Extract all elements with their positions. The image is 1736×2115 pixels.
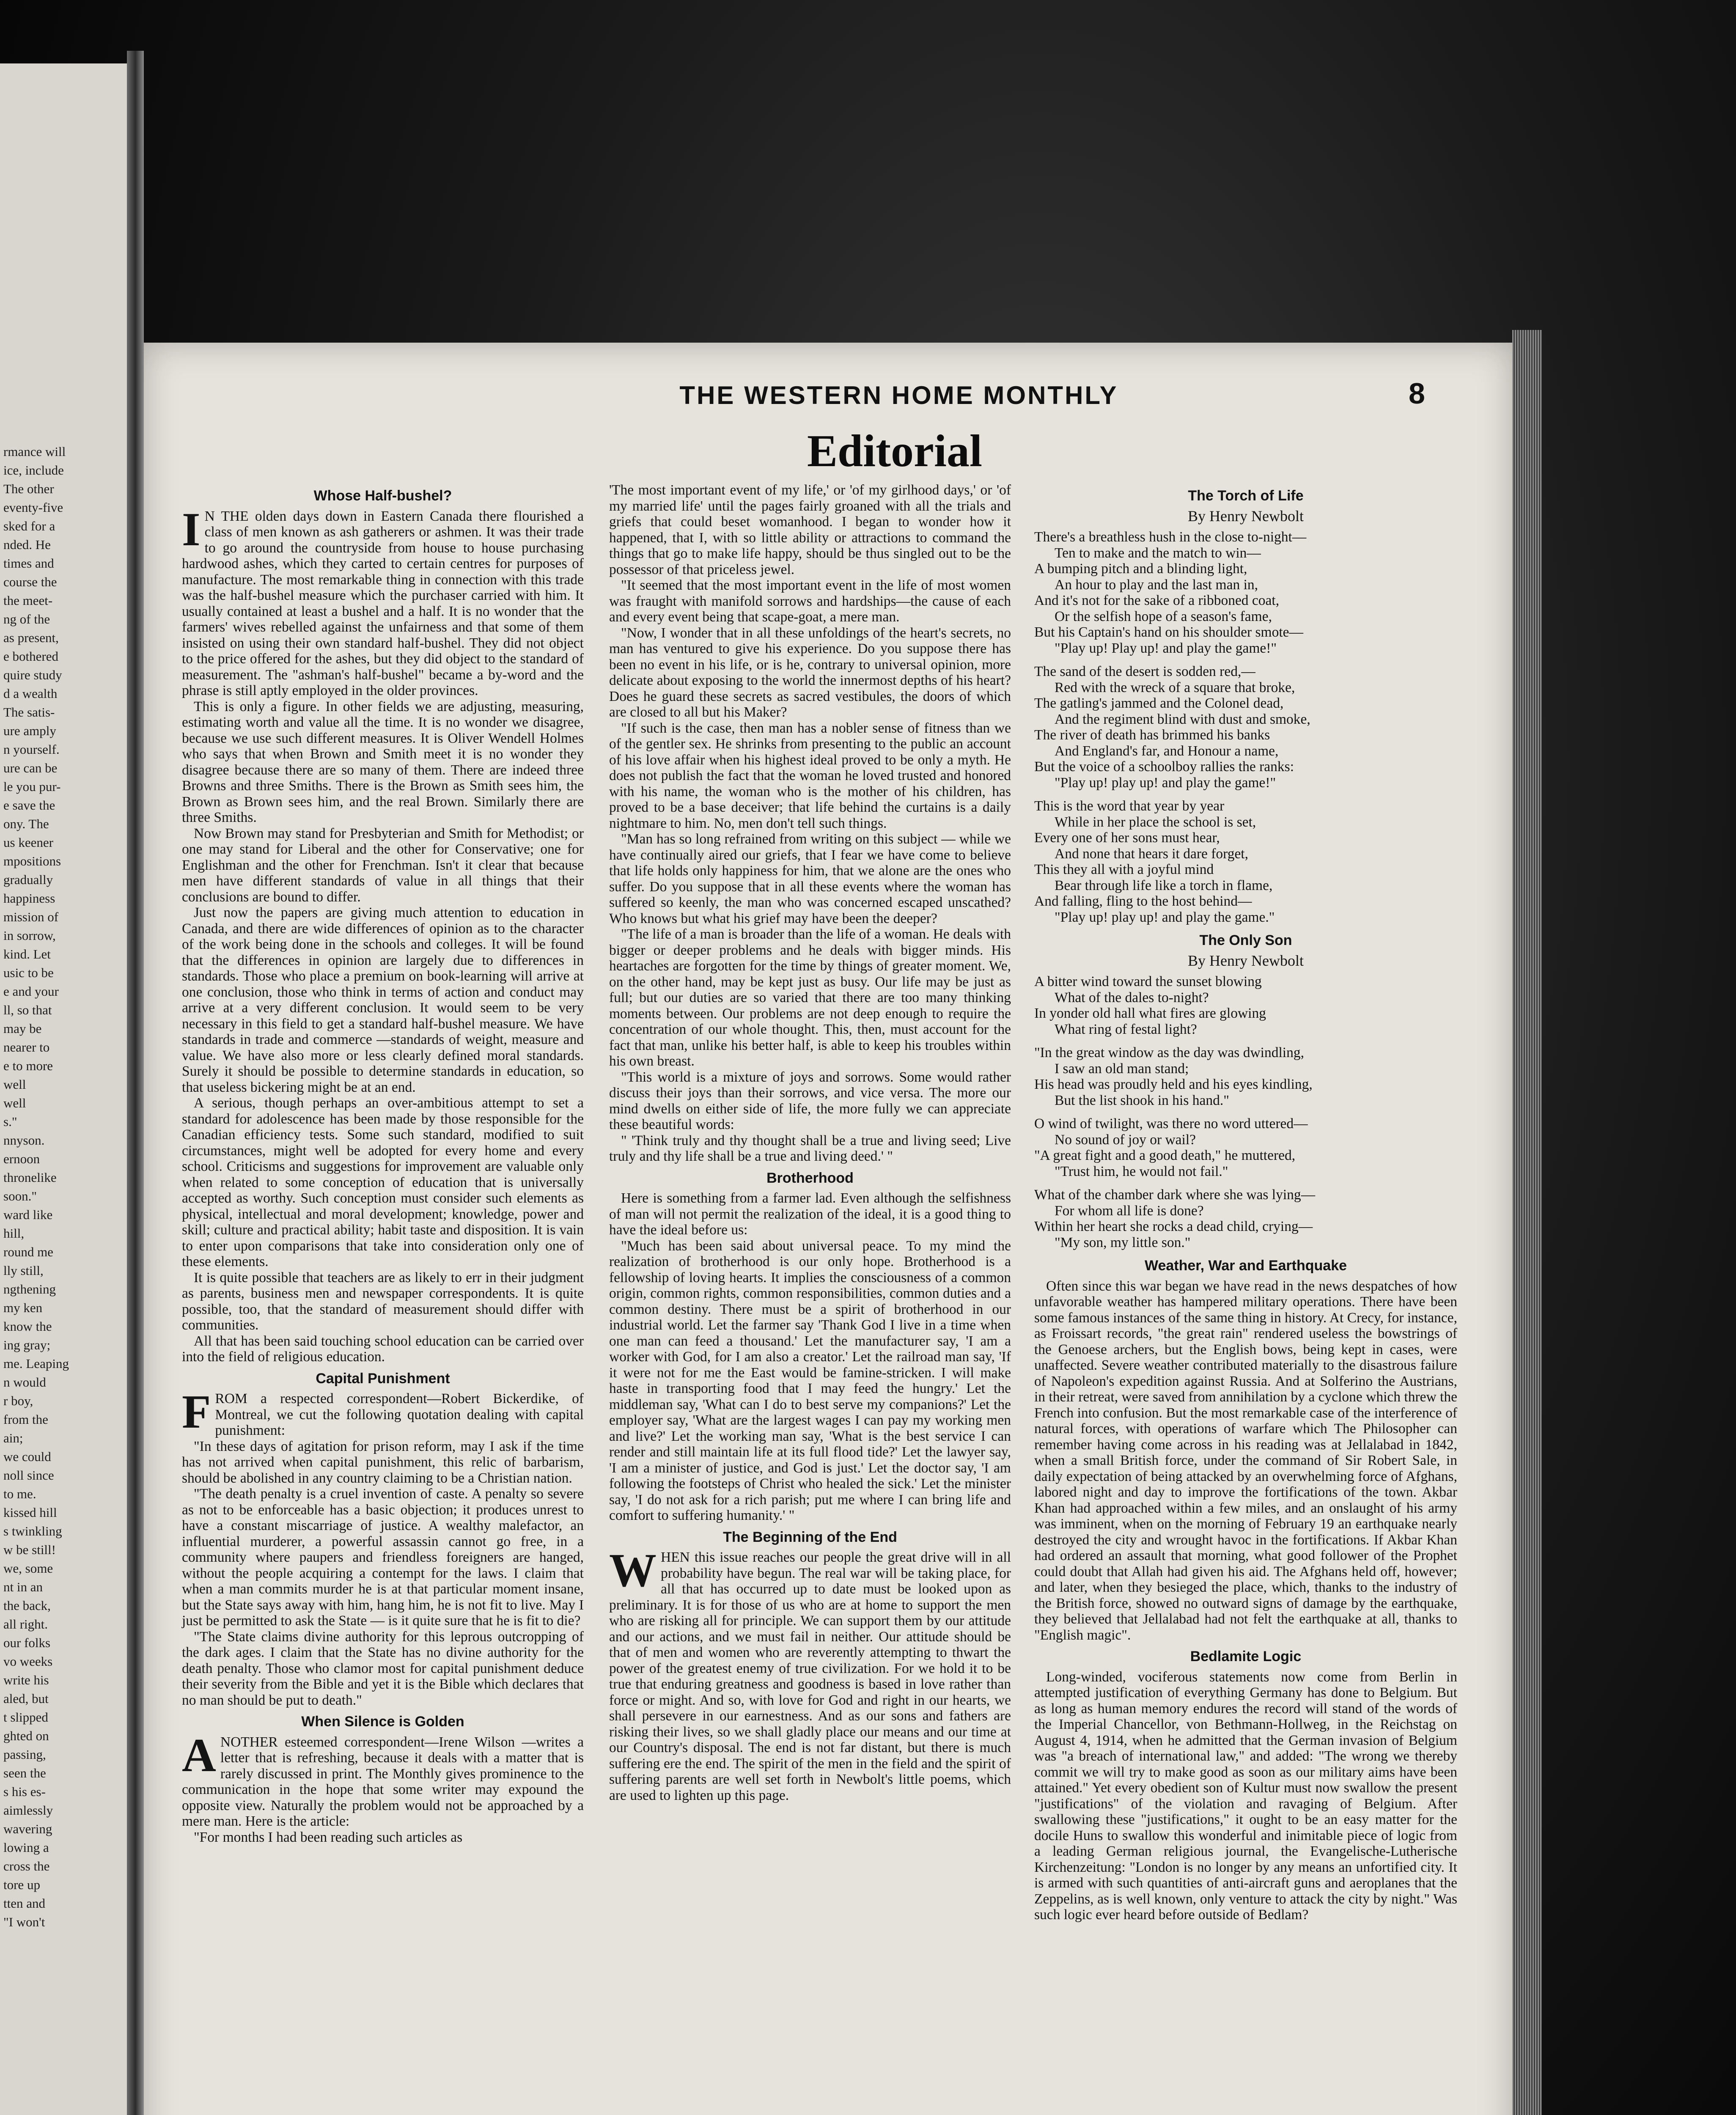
left-page-text-fragment: well [3,1077,26,1092]
left-page-text-fragment: w be still! [3,1542,56,1557]
poem-line: The sand of the desert is sodden red,— [1034,664,1255,679]
poem-line: But the list shook in his hand." [1055,1092,1229,1108]
left-page-text-fragment: tore up [3,1877,40,1892]
left-page-text-fragment: e to more [3,1058,53,1073]
article-title-brotherhood: Brotherhood [766,1170,854,1186]
poem-byline: By Henry Newbolt [1188,507,1304,525]
left-page-text-fragment: my ken [3,1300,43,1315]
poem-line: And it's not for the sake of a ribboned coat, [1034,593,1280,608]
article-title-bedlamite-logic: Bedlamite Logic [1190,1648,1302,1665]
left-page-text-fragment: kissed hill [3,1505,57,1520]
poem-stanza [1034,664,1457,791]
article-paragraph: "Man has so long refrained from writing on this subject — while we have continually aired our griefs, that I fear we have come to believe that life holds only happiness for him, that we alone are the ones who suffer. Do you suppose that in all these events where the woman has suffered so keenly, the man who was concerned escaped unscathed? Who knows but what his grief may have been the deeper? [609,831,1011,926]
article-paragraph: "The death penalty is a cruel invention of caste. A penalty so severe as not to be enforceable has a basic objection; it produces unrest to have a constant miscarriage of justice. A wealthy malefactor, an influential murderer, a powerful assassin cannot go free, in a community where paupers and friendless foreigners are hanged, without the people acquiring a contempt for the laws. I claim that when a man commits murder he is at that particular moment insane, but the State says away with him, hang him, he is not fit to live. May I just be permitted to ask the State — is it quite sure that he is fit to die? [182,1486,584,1629]
left-page-text-fragment: nded. He [3,537,51,552]
poem-byline: By Henry Newbolt [1188,952,1304,969]
magazine-page [144,343,1512,2115]
poem-line: A bitter wind toward the sunset blowing [1034,974,1262,989]
article-paragraph: WHEN this issue reaches our people the great drive will in all probability have begun. The real war will be taking place, for all that has occurred up to date must be looked upon as preliminary. It is for those of us who are at home to support the men who are risking all for principle. We can support them by our attitude and our actions, and we must fail in neither. Our attitude should be that of men and women who are reverently attempting to thwart the power of the greatest enemy of true civilization. For we hold it to be true that enduring greatness and goodness is based in love rather than force or might. And so, with love for God and right in our hearts, we shall persevere in our earnestness. And as our sons and fathers are risking their lives, so we shall gladly place our means and our time at our Country's disposal. The end is not far distant, but there is much suffering ere the end. The spirit of the men in the field and the spirit of suffering parents are well set forth in Newbolt's little poems, which are used to lighten up this page. [609,1544,1011,1803]
left-page-text-fragment: ernoon [3,1151,40,1166]
poem-stanza [1034,798,1457,925]
poem-line: Or the selfish hope of a season's fame, [1055,608,1272,624]
poem-line: Red with the wreck of a square that broke, [1055,679,1295,695]
left-page-text-fragment: kind. Let [3,947,51,961]
left-page-text-fragment: wavering [3,1821,52,1836]
article-paragraph: This is only a figure. In other fields we are adjusting, measuring, estimating worth and value all the time. It is no wonder we disagree, because we use such different measures. It is Oliver Wendell Holmes who says that when Brown and Smith meet it is no wonder they disagree because there are so many of them. There are indeed three Browns and three Smiths. There is the Brown as Smith sees him, the Brown as Brown sees him, and the real Brown. Similarly there are three Smiths. [182,698,584,825]
left-page-text-fragment: d a wealth [3,686,58,701]
left-page-text-fragment: well [3,1096,26,1110]
poem-stanza [1034,974,1457,1037]
poem-line: "Trust him, he would not fail." [1055,1163,1228,1179]
left-page-text-fragment: ice, include [3,463,64,478]
article-paragraph: 'The most important event of my life,' or 'of my girlhood days,' or 'of my married life' until the pages fairly groaned with all the trials and griefs that could beset womanhood. I began to wonder how it happened, that I, with so little ability or attractions to command the things that go to make life happy, should be thus singled out to be the possessor of that priceless jewel. [609,482,1011,577]
article-title-weather-war-earthquake: Weather, War and Earthquake [1144,1258,1347,1274]
left-page-text-fragment: we, some [3,1561,53,1576]
poem-line: His head was proudly held and his eyes kindling, [1034,1077,1313,1092]
poem-line: Ten to make and the match to win— [1055,545,1261,561]
left-page-text-fragment: ure can be [3,761,58,775]
left-page-text-fragment: r boy, [3,1393,33,1408]
poem-stanza [1034,1116,1457,1179]
article-title-beginning-of-end: The Beginning of the End [723,1529,897,1545]
left-page-text-fragment: me. Leaping [3,1356,69,1371]
article-paragraph: Here is something from a farmer lad. Even although the selfishness of man will not permit the realization of the ideal, it is a good thing to have the ideal before us: [609,1190,1011,1238]
left-page-text-fragment: ing gray; [3,1338,51,1352]
left-page-text-fragment: may be [3,1021,42,1036]
article-paragraph: "The State claims divine authority for this leprous outcropping of the dark ages. I claim that the State has no divine authority for the death penalty. Those who clamor most for capital punishment deduce their severity from the Bible and yet it is the Bible which declares that no man should be put to death." [182,1629,584,1708]
left-page-text-fragment: seen the [3,1766,46,1780]
left-page-text-fragment: The satis- [3,705,55,720]
poem-line: And England's far, and Honour a name, [1055,743,1279,759]
article-paragraph: Often since this war began we have read in the news despatches of how unfavorable weather has hampered military operations. There have been some famous instances of the same thing in history. At Crecy, for instance, as Froissart records, "the great rain" rendered useless the bowstrings of the Genoese archers, but the English bows, being kept in cases, were unaffected. Severe weather contributed materially to the disastrous failure of Napoleon's expedition against Russia. And at Solferino the Austrians, in their retreat, were saved from annihilation by a cyclone which threw the French into confusion. But the most remarkable case of the interference of natural forces, with operations of warfare which The Philosopher can remember having come across in his reading was at Jellalabad in 1842, when a small British force, under the command of Sir Robert Sale, in daily expectation of being attacked by an overwhelming force of Afghans, labored night and day to improve the fortifications of the town. Akbar Khan had approached within a few miles, and an onslaught of his army was imminent, when on the morning of February 19 an earthquake nearly destroyed the city and wrought havoc in the fortifications. If Akbar Khan had ordered an assault that morning, what good follower of the Prophet could doubt that Allah had given his aid. The Afghans held off, however; and later, when they besieged the place, which, thanks to the industry of the British force, showed no outward signs of damage by the earthquake, they believed that Jellalabad had not felt the earthquake at all, thanks to "English magic". [1034,1278,1457,1643]
article-paragraph: "If such is the case, then man has a nobler sense of fitness than we of the gentler sex. He shrinks from presenting to the public an account of his love affair when his highest ideal proved to be only a myth. He does not publish the fact that the woman he loved trusted and honored with his name, the woman who is the mother of his children, has proved to be a base deceiver; that life behind the curtains is a daily nightmare to him. No, men don't tell such things. [609,720,1011,831]
left-page-text-fragment: the meet- [3,593,53,608]
left-page-text-fragment: s his es- [3,1784,46,1799]
left-page-text-fragment: usic to be [3,965,54,980]
left-page-text-fragment: round me [3,1244,53,1259]
left-page-text-fragment: in sorrow, [3,928,56,943]
poem-line: "Play up! play up! and play the game!" [1055,775,1276,791]
article-title-silence: When Silence is Golden [301,1714,464,1730]
left-page-text-fragment: ure amply [3,723,56,738]
column-2 [609,482,1011,1803]
poem-line: What of the chamber dark where she was lying— [1034,1187,1316,1203]
article-paragraph: Long-winded, vociferous statements now come from Berlin in attempted justification of everything Germany has done to Belgium. But as long as human memory endures the record will stand of the words of the Imperial Chancellor, von Bethmann-Hollweg, in the Reichstag on August 4, 1914, when he admitted that the German invasion of Belgium was "a breach of international law," and added: "The wrong we thereby commit we will try to make good as soon as our military aims have been attained." Yet every obedient son of Kultur must now swallow the present "justifications" of the violation and ravaging of Belgium. After swallowing these "justifications," it ought to be an easy matter for the docile Huns to swallow this wonderful and inimitable piece of logic from a leading German religious journal, the Evangelische-Lutherische Kirchenzeitung: "London is no longer by any means an unfortified city. It is armed with such quantities of anti-aircraft guns and aeroplanes that the Zeppelins, as is well known, only venture to attack the city by night." Was such logic ever heard before outside of Bedlam? [1034,1669,1457,1923]
book-gutter [127,51,144,2115]
left-page-text-fragment: n yourself. [3,742,60,757]
left-page-text-fragment: sked for a [3,519,55,533]
left-page-text-fragment: from the [3,1412,48,1427]
poem-line: "Play up! play up! and play the game." [1055,909,1275,925]
poem-line: "My son, my little son." [1055,1234,1191,1250]
left-page-text-fragment: lly still, [3,1263,44,1278]
poem-line: Within her heart she rocks a dead child, crying— [1034,1219,1313,1234]
page-number: 8 [1409,377,1425,410]
article-paragraph: ANOTHER esteemed correspondent—Irene Wilson —writes a letter that is refreshing, because it deals with a matter that is rarely discussed in print. The Monthly gives prominence to the communication in the hope that some writer may expound the opposite view. Naturally the problem would not be approached by a mere man. Here is the article: [182,1729,584,1829]
poem-line: In yonder old hall what fires are glowing [1034,1005,1266,1021]
left-page-text-fragment: thronelike [3,1170,57,1185]
left-page-text-fragment: gradually [3,872,53,887]
left-page-text-fragment: we could [3,1449,51,1464]
left-page-text-fragment: e save the [3,798,55,813]
left-page-text-fragment: course the [3,574,57,589]
left-page-text-fragment: rmance will [3,444,66,459]
section-title: Editorial [807,426,983,476]
left-page-text-fragment: e and your [3,984,59,999]
poem-stanza [1034,1187,1457,1250]
left-page-text-fragment: noll since [3,1468,54,1483]
poem-line: While in her place the school is set, [1055,814,1256,830]
left-page-text-fragment: s twinkling [3,1524,62,1538]
left-page-text-fragment: nearer to [3,1040,50,1055]
poem-stanza [1034,529,1457,656]
left-page-text-fragment: n would [3,1375,46,1390]
left-page-text-fragment: lowing a [3,1840,49,1855]
poem-line: No sound of joy or wail? [1055,1132,1196,1148]
left-page-text-fragment: the back, [3,1598,51,1613]
left-page-text-fragment: ward like [3,1207,53,1222]
left-page-text-fragment: "I won't [3,1914,45,1929]
poem-line: "A great fight and a good death," he muttered, [1034,1148,1296,1163]
left-page-text-fragment: t slipped [3,1710,48,1725]
left-page-text-fragment: ghted on [3,1728,49,1743]
left-page-text-fragment: s." [3,1114,17,1129]
left-page-text-fragment: mission of [3,909,59,924]
poem-line: There's a breathless hush in the close to-night— [1034,529,1307,545]
left-page-text-fragment: tten and [3,1896,45,1911]
left-page-text-fragment: our folks [3,1635,51,1650]
article-paragraph: Now Brown may stand for Presbyterian and Smith for Methodist; or one may stand for Liberal and the other for Conservative; one for Englishman and the other for Frenchman. Isn't it clear that because men have different standards of value in all things that their conclusions are bound to differ. [182,825,584,905]
article-title-half-bushel: Whose Half-bushel? [313,488,452,504]
article-paragraph: All that has been said touching school education can be carried over into the field of religious education. [182,1333,584,1365]
poem-line: And falling, fling to the host behind— [1034,893,1252,909]
article-paragraph: "For months I had been reading such articles as [194,1829,463,1845]
quoted-verse: " 'Think truly and thy thought shall be a true and living seed; Live truly and thy life shall be a true and living deed.' " [609,1132,1011,1164]
poem-line: For whom all life is done? [1055,1203,1204,1219]
left-page-text-fragment: aled, but [3,1691,49,1706]
article-paragraph: "Now, I wonder that in all these unfoldings of the heart's secrets, no man has ventured to give his experience. Do you suppose there has been no event in his life, or is he, contrary to universal opinion, more delicate about exposing to the world the innermost depths of his heart? Does he guard these secrets as sacred vestibules, the doors of which are closed to all but his Maker? [609,625,1011,720]
left-page-text-fragment: ain; [3,1431,23,1445]
left-page-text-fragment: le you pur- [3,779,61,794]
left-page-text-fragment: nnyson. [3,1133,45,1148]
left-page-text-fragment: quire study [3,667,62,682]
left-page-text-fragment: know the [3,1319,52,1334]
poem-title-torch-of-life: The Torch of Life [1188,488,1304,504]
left-page-text-fragment: e bothered [3,649,58,664]
left-page-text-fragment: to me. [3,1486,36,1501]
left-page-text-fragment: all right. [3,1617,48,1632]
poem-line: This they all with a joyful mind [1034,862,1214,877]
left-page-text-fragment: times and [3,556,54,571]
left-page-text-fragment: The other [3,481,54,496]
left-page-text-fragment: happiness [3,891,55,906]
column-1 [182,482,584,1845]
left-page-text-fragment: ll, so that [3,1003,52,1017]
poem-line: "In the great window as the day was dwindling, [1034,1045,1304,1060]
left-page-text-fragment: us keener [3,835,53,850]
left-page-text-fragment: ngthening [3,1282,56,1296]
poem-line: "Play up! Play up! and play the game!" [1055,640,1277,656]
article-paragraph: It is quite possible that teachers are as likely to err in their judgment as parents, business men and newspaper correspondents. It is quite possible, too, that the standard of measurement should differ with communities. [182,1269,584,1333]
poem-title-only-son: The Only Son [1199,932,1292,948]
article-paragraph: I N THE olden days down in Eastern Canada there flourished a class of men known as ash gatherers or ashmen. It was their trade to go around the countryside from house to house purchasing hardwood ashes, which they carted to certain centres for purposes of manufacture. The most remarkable thing in connection with this trade was the half-bushel measure which the purchaser carried with him. It usually contained at least a bushel and a half. It is no wonder that the farmers' wives rebelled against the unfairness and that some of them insisted on using their own standard half-bushel. They did not object to the price offered for the ashes, but they did object to the standard of measurement. The "ashman's half-bushel" became a by-word and the phrase is still aptly employed in the older provinces. [182,503,584,698]
drop-cap: A [182,1729,216,1782]
left-page-text-fragment: nt in an [3,1579,43,1594]
left-page-text-fragment: as present, [3,630,59,645]
poem-stanza [1034,1045,1457,1108]
article-paragraph: A serious, though perhaps an over-ambitious attempt to set a standard for adolescence has been made by those responsible for the Canadian efficiency tests. Some such standard, modified to suit circumstances, might well be adopted for every home and every school. Criticisms and suggestions for improvement are valuable only when related to some conception of education that is universally accepted as worthy. Such conception must consider such elements as physical, intellectual and moral development; knowledge, power and skill; culture and practical ability; habit taste and disposition. It is vain to enter upon comparisons that take into consideration only one of these elements. [182,1095,584,1269]
poem-line: The river of death has brimmed his banks [1034,727,1270,743]
poem-line: But his Captain's hand on his shoulder smote— [1034,624,1303,640]
poem-line: The gatling's jammed and the Colonel dead, [1034,695,1284,711]
drop-cap: I [182,503,201,556]
drop-cap: F [182,1386,211,1438]
left-page-text-fragment: aimlessly [3,1803,53,1818]
poem-line: An hour to play and the last man in, [1055,577,1258,593]
article-paragraph: "It seemed that the most important event in the life of most women was fraught with manifold sorrows and hardships—the cause of each and every event being that scape-goat, a mere man. [609,577,1011,625]
left-page-text-fragment: vo weeks [3,1654,53,1669]
poem-line: I saw an old man stand; [1055,1060,1189,1077]
magazine-title: THE WESTERN HOME MONTHLY [679,381,1118,409]
left-page-text-fragment: hill, [3,1226,25,1241]
left-page-text-fragment: mpositions [3,854,61,868]
poem-line: Bear through life like a torch in flame, [1055,877,1273,893]
article-paragraph: Just now the papers are giving much attention to education in Canada, and there are wide differences of opinion as to the character of the work being done in the schools and colleges. It will be found that the differences in opinion are largely due to differences in standards. Those who place a premium on book-learning will arrive at one conclusion, those who think in terms of action and conduct may arrive at a very different conclusion. It would seem to be very necessary in this field to get a standard half-bushel measure. We have standards in trade and commerce —standards of weight, measure and value. We have also more or less clearly defined moral standards. Surely it should be possible to determine standards in education, so that useless bickering might be at an end. [182,905,584,1095]
left-page-text-fragment: write his [3,1673,49,1687]
poem-line: What of the dales to-night? [1055,989,1209,1005]
article-paragraph: "This world is a mixture of joys and sorrows. Some would rather discuss their joys than their sorrows, and vice versa. The more our mind dwells on either side of life, the more fully we can appreciate these beautiful words: [609,1069,1011,1132]
article-paragraph: "In these days of agitation for prison reform, may I ask if the time has not arrived when capital punishment, this relic of barbarism, should be abolished in any country claiming to be a Christian nation. [182,1438,584,1486]
left-page-text-fragment: eventy-five [3,500,63,515]
poem-line: This is the word that year by year [1034,798,1225,814]
poem-line: O wind of twilight, was there no word uttered— [1034,1116,1308,1132]
left-page-text-fragment: ony. The [3,816,49,831]
left-page-text-fragment: soon." [3,1189,37,1203]
article-paragraph: "The life of a man is broader than the life of a woman. He deals with bigger or deeper problems and he deals with bigger minds. His heartaches are forgotten for the time by things of greater moment. We, on the other hand, may be kept just as busy. Our life may be just as full; but our duties are so varied that there are too many thinking moments between. Our problems are not deep enough to require the concentration of our whole thought. This, then, must account for the fact that man, unlike his better half, is able to keep his troubles within his own breast. [609,926,1011,1069]
poem-line: Every one of her sons must hear, [1034,830,1220,846]
poem-line: And the regiment blind with dust and smoke, [1055,711,1310,727]
article-paragraph: FROM a respected correspondent—Robert Bickerdike, of Montreal, we cut the following quotation dealing with capital punishment: [182,1386,584,1438]
drop-cap: W [609,1544,656,1597]
article-title-capital-punishment: Capital Punishment [316,1370,450,1387]
poem-line: And none that hears it dare forget, [1055,846,1248,862]
page-edge [1512,330,1542,2115]
left-page-text-fragment: passing, [3,1747,46,1762]
poem-line: What ring of festal light? [1055,1021,1197,1037]
left-page-text-fragment: cross the [3,1859,50,1873]
column-3 [1034,482,1457,1923]
left-page-text-fragment: ng of the [3,612,50,626]
poem-line: But the voice of a schoolboy rallies the ranks: [1034,759,1294,775]
article-paragraph: "Much has been said about universal peace. To my mind the realization of brotherhood is our only hope. Brotherhood is a fellowship of loving hearts. It implies the consciousness of a common origin, common rights, common responsibilities, common duties and a common destiny. There must be a spirit of brotherhood in our industrial world. Let the farmer say 'Thank God I live in a time when one man can feed a thousand.' Let the manufacturer say, 'I am a worker with God, for I am also a creator.' Let the railroad man say, 'If it were not for me the East would be famine-stricken. I will make haste in transporting food that I may feed the hungry.' Let the middleman say, 'What can I do to best serve my companions?' Let the employer say, 'What are the largest wages I can pay my working men and live?' Let the working man say, 'What is the best service I can render and still maintain life at its full flood tide?' Let the lawyer say, 'I am a minister of justice, and God is just.' Let the doctor say, 'I am following the footsteps of Christ who healed the sick.' Let the minister say, 'I do not ask for a rich parish; put me where I can bring life and comfort to suffering humanity.' " [609,1238,1011,1523]
poem-line: A bumping pitch and a blinding light, [1034,561,1247,577]
left-facing-page [0,63,129,2115]
